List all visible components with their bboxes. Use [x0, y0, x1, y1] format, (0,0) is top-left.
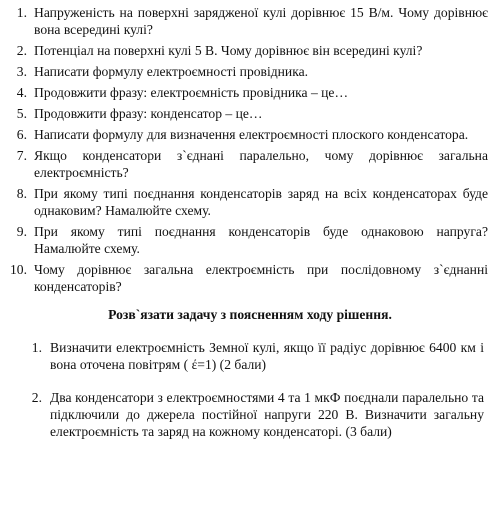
question-text: Потенціал на поверхні кулі 5 В. Чому дорівнює він всередині кулі?	[34, 43, 423, 58]
task-item	[26, 389, 492, 440]
question-item	[8, 4, 492, 38]
task-text: Два конденсатори з електроємностями 4 та 1 мкФ поєднали паралельно та підключили до джерела постійної напруги 220 В. Визначити загальну електроємність та заряд на кожному конденсаторі. (3 бали)	[50, 390, 484, 439]
question-item	[8, 63, 492, 80]
question-number: 9.	[16, 224, 27, 239]
question-text: Написати формулу електроємності провідника.	[34, 64, 309, 79]
question-text: При якому типі поєднання конденсаторів заряд на всіх конденсаторах буде однаковим? Намалюйте схему.	[34, 186, 488, 218]
question-item	[8, 185, 492, 219]
question-number: 1.	[16, 5, 27, 20]
question-text: Напруженість на поверхні зарядженої кулі дорівнює 15 В/м. Чому дорівнює вона всередині кулі?	[34, 5, 488, 37]
question-text: Продовжити фразу: конденсатор – це…	[34, 106, 263, 121]
task-item	[26, 339, 492, 373]
task-number: 1.	[31, 340, 42, 355]
question-text: При якому типі поєднання конденсаторів буде однаковою напруга? Намалюйте схему.	[34, 224, 488, 256]
question-text: Написати формулу для визначення електроємності плоского конденсатора.	[34, 127, 469, 142]
question-number: 8.	[16, 186, 27, 201]
question-number: 2.	[16, 43, 27, 58]
question-item	[8, 126, 492, 143]
question-item	[8, 42, 492, 59]
question-number: 7.	[16, 148, 27, 163]
question-item	[8, 105, 492, 122]
question-item	[8, 223, 492, 257]
question-number: 3.	[16, 64, 27, 79]
question-number: 5.	[16, 106, 27, 121]
question-item	[8, 147, 492, 181]
task-list	[8, 339, 492, 440]
task-heading: Розв`язати задачу з поясненням ходу рішення.	[108, 307, 392, 322]
task-text: Визначити електроємність Земної кулі, якщо її радіус дорівнює 6400 км і вона оточена повітрям ( έ=1) (2 бали)	[50, 340, 484, 372]
question-item	[8, 261, 492, 295]
question-text: Продовжити фразу: електроємність провідника – це…	[34, 85, 349, 100]
question-list	[8, 4, 492, 295]
question-number: 6.	[16, 127, 27, 142]
question-number: 4.	[16, 85, 27, 100]
question-item	[8, 84, 492, 101]
question-text: Чому дорівнює загальна електроємність при послідовному з`єднанні конденсаторів?	[34, 262, 488, 294]
question-number: 10.	[10, 262, 27, 277]
question-text: Якщо конденсатори з`єднані паралельно, чому дорівнює загальна електроємність?	[34, 148, 488, 180]
task-number: 2.	[31, 390, 42, 405]
